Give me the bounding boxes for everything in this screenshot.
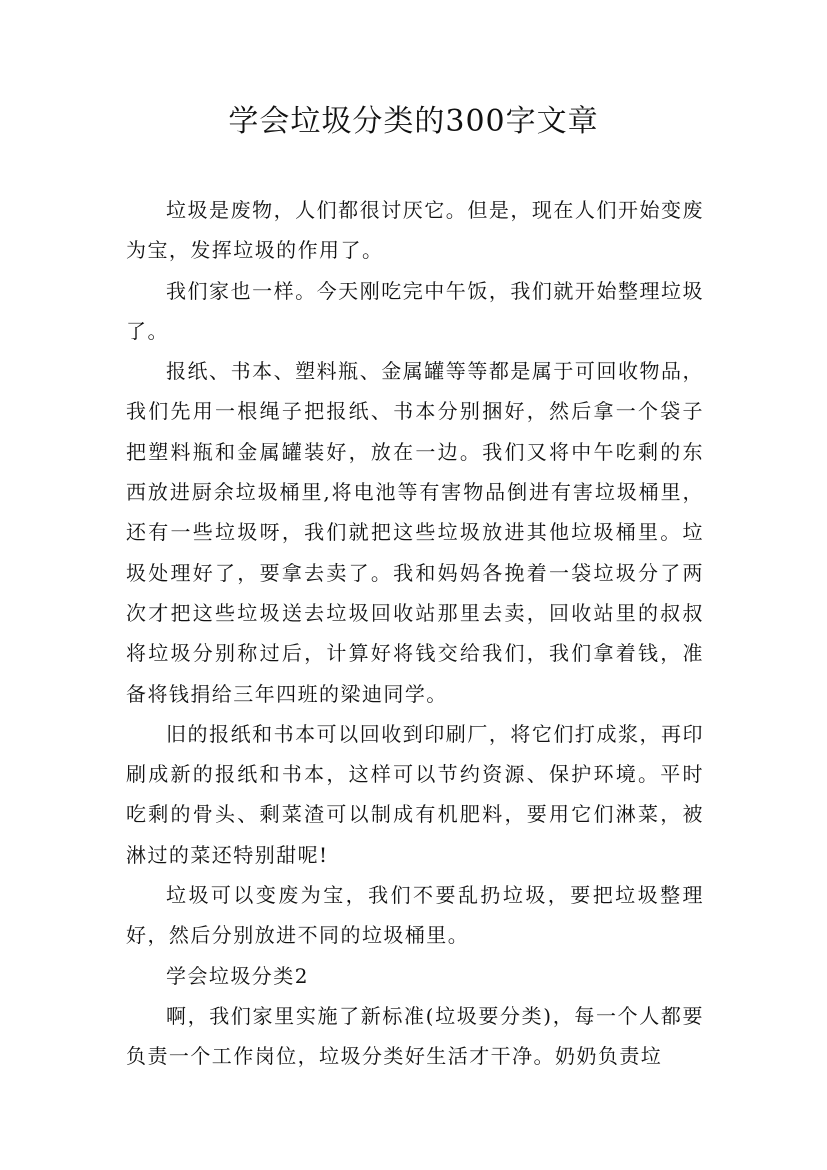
document-body [126, 190, 704, 1077]
paragraph: 报纸、书本、塑料瓶、金属罐等等都是属于可回收物品，我们先用一根绳子把报纸、书本分别捆好，然后拿一个袋子把塑料瓶和金属罐装好，放在一边。我们又将中午吃剩的东西放进厨余垃圾桶里,将电池等有害物品倒进有害垃圾桶里，还有一些垃圾呀，我们就把这些垃圾放进其他垃圾桶里。垃圾处理好了，要拿去卖了。我和妈妈各挽着一袋垃圾分了两次才把这些垃圾送去垃圾回收站那里去卖，回收站里的叔叔将垃圾分别称过后，计算好将钱交给我们，我们拿着钱，准备将钱捐给三年四班的梁迪同学。 [126, 359, 704, 706]
paragraph: 我们家也一样。今天刚吃完中午饭，我们就开始整理垃圾了。 [126, 278, 704, 343]
paragraph: 啊，我们家里实施了新标准(垃圾要分类)，每一个人都要负责一个工作岗位，垃圾分类好生活才干净。奶奶负责垃 [126, 1003, 704, 1069]
paragraph: 垃圾是废物，人们都很讨厌它。但是，现在人们开始变废为宝，发挥垃圾的作用了。 [126, 198, 704, 263]
paragraph: 旧的报纸和书本可以回收到印刷厂，将它们打成浆，再印刷成新的报纸和书本，这样可以节约资源、保护环境。平时吃剩的骨头、剩菜渣可以制成有机肥料，要用它们淋菜，被淋过的菜还特别甜呢! [126, 721, 704, 867]
section-heading: 学会垃圾分类2 [166, 963, 309, 988]
document-title: 学会垃圾分类的300字文章 [228, 104, 599, 139]
paragraph: 垃圾可以变废为宝，我们不要乱扔垃圾，要把垃圾整理好，然后分别放进不同的垃圾桶里。 [126, 883, 704, 948]
